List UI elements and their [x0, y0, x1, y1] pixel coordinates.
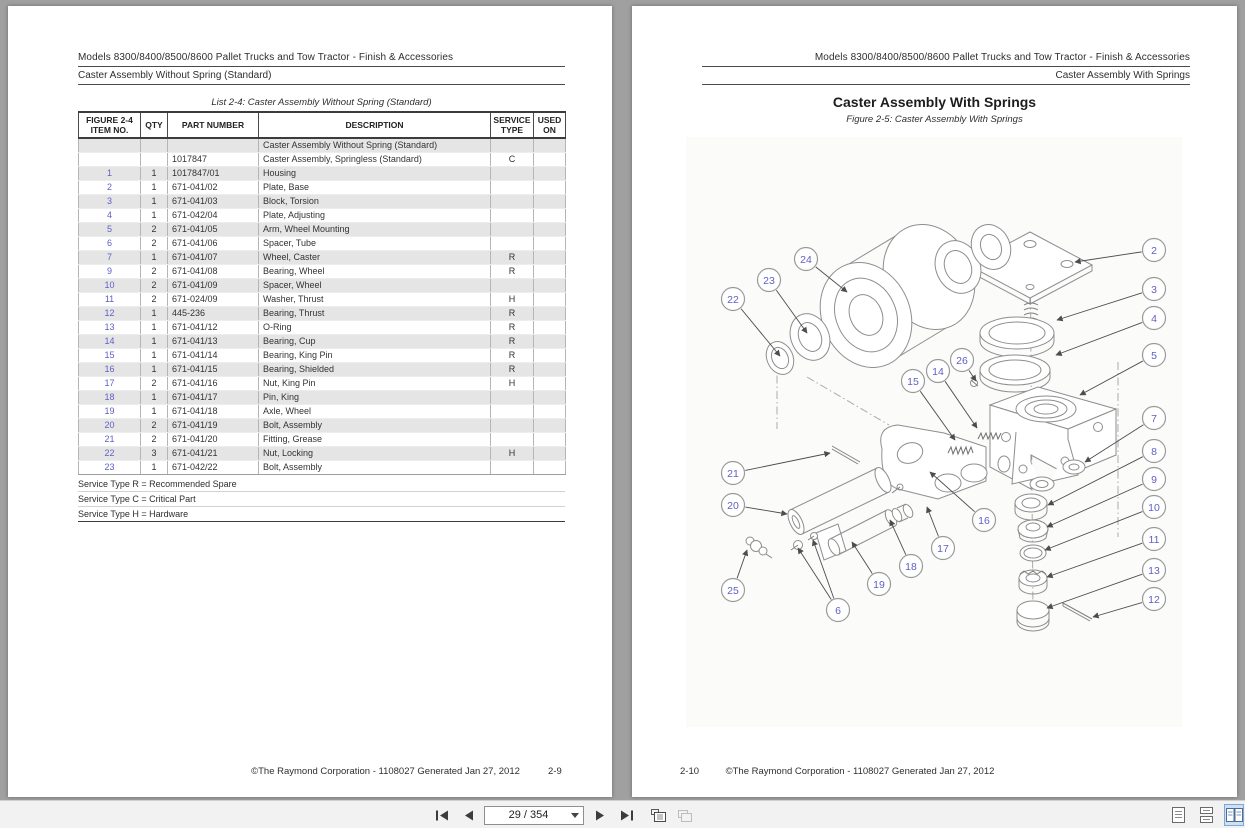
service-type-notes — [78, 477, 565, 522]
page-header — [78, 52, 565, 85]
table-cell: 10 — [79, 279, 141, 293]
table-cell: 17 — [79, 377, 141, 391]
callout-leader-line — [1047, 484, 1143, 527]
table-cell — [491, 167, 534, 181]
table-cell: 2 — [141, 237, 168, 251]
service-type-note: Service Type R = Recommended Spare — [78, 477, 565, 492]
table-cell: 1 — [79, 167, 141, 181]
table-cell — [491, 419, 534, 433]
callout-number: 17 — [937, 542, 949, 555]
previous-page-button[interactable] — [458, 805, 478, 825]
next-page-icon — [596, 810, 605, 821]
table-cell: 1 — [141, 335, 168, 349]
table-cell: 671-041/15 — [168, 363, 259, 377]
table-cell: 1 — [141, 181, 168, 195]
service-type-note: Service Type C = Critical Part — [78, 492, 565, 507]
callout-number: 18 — [905, 560, 917, 573]
table-cell: 2 — [141, 377, 168, 391]
table-cell: 14 — [79, 335, 141, 349]
table-cell — [534, 363, 566, 377]
callout-number: 15 — [907, 375, 919, 388]
table-cell: Block, Torsion — [259, 195, 491, 209]
callout-number: 14 — [932, 365, 944, 378]
callout-leader-line — [945, 381, 977, 428]
table-cell: Bearing, Thrust — [259, 307, 491, 321]
table-cell: 1 — [141, 321, 168, 335]
table-cell — [491, 223, 534, 237]
table-cell: 2 — [141, 433, 168, 447]
first-page-icon — [436, 810, 449, 821]
exploded-diagram — [686, 137, 1182, 727]
table-cell — [168, 138, 259, 153]
column-header: USED ON — [534, 112, 566, 138]
chevron-down-icon — [571, 813, 579, 818]
table-cell: 671-041/19 — [168, 419, 259, 433]
table-cell: 5 — [79, 223, 141, 237]
footer-copyright: ©The Raymond Corporation - 1108027 Generated Jan 27, 2012 — [251, 766, 520, 777]
column-header: DESCRIPTION — [259, 112, 491, 138]
table-cell: H — [491, 377, 534, 391]
callout-leader-line — [1093, 603, 1142, 617]
callout-number: 10 — [1148, 501, 1160, 514]
table-cell — [534, 223, 566, 237]
table-cell: R — [491, 265, 534, 279]
table-cell: Nut, King Pin — [259, 377, 491, 391]
table-cell — [534, 167, 566, 181]
table-row — [79, 293, 566, 307]
callout-leader-line — [1045, 512, 1142, 550]
table-cell: 3 — [79, 195, 141, 209]
exploded-view-figure — [686, 137, 1182, 727]
table-cell — [534, 279, 566, 293]
callout-number: 6 — [835, 604, 841, 617]
table-cell: Bearing, King Pin — [259, 349, 491, 363]
table-cell — [534, 138, 566, 153]
table-cell: 671-041/12 — [168, 321, 259, 335]
table-cell: Arm, Wheel Mounting — [259, 223, 491, 237]
table-cell — [534, 251, 566, 265]
table-cell — [534, 307, 566, 321]
table-cell: 2 — [141, 279, 168, 293]
table-cell: R — [491, 251, 534, 265]
column-header: SERVICE TYPE — [491, 112, 534, 138]
table-row — [79, 405, 566, 419]
table-cell: 671-041/16 — [168, 377, 259, 391]
table-cell: 18 — [79, 391, 141, 405]
table-cell: 1 — [141, 209, 168, 223]
table-cell: O-Ring — [259, 321, 491, 335]
callout-leader-line — [852, 542, 872, 573]
table-row — [79, 237, 566, 251]
table-cell — [534, 391, 566, 405]
table-cell — [491, 391, 534, 405]
table-cell: Wheel, Caster — [259, 251, 491, 265]
column-header: FIGURE 2-4 ITEM NO. — [79, 112, 141, 138]
table-cell — [491, 461, 534, 475]
callout-number: 24 — [800, 253, 812, 266]
table-cell — [491, 138, 534, 153]
table-cell: Housing — [259, 167, 491, 181]
table-cell: Bearing, Shielded — [259, 363, 491, 377]
duplicate-window-button[interactable] — [674, 805, 694, 825]
table-cell — [491, 433, 534, 447]
table-cell: 671-041/06 — [168, 237, 259, 251]
table-cell: 671-024/09 — [168, 293, 259, 307]
table-cell: 20 — [79, 419, 141, 433]
table-cell: 671-041/14 — [168, 349, 259, 363]
table-row — [79, 265, 566, 279]
figure-subtitle: Figure 2-5: Caster Assembly With Springs — [846, 114, 1023, 125]
table-cell: 1017847/01 — [168, 167, 259, 181]
table-cell — [491, 237, 534, 251]
callout-leader-line — [741, 309, 780, 356]
callout-number: 5 — [1151, 349, 1157, 362]
continuous-view-icon — [1200, 807, 1213, 823]
single-page-icon — [1172, 807, 1185, 823]
parts-table-body — [79, 138, 566, 475]
parts-table-header-row — [79, 112, 566, 138]
table-cell: 1017847 — [168, 153, 259, 167]
next-page-button[interactable] — [590, 805, 610, 825]
table-caption: List 2-4: Caster Assembly Without Spring (Standard) — [211, 97, 432, 108]
table-cell: R — [491, 307, 534, 321]
page-navigation — [432, 801, 694, 828]
header-section-line: Caster Assembly With Springs — [702, 67, 1190, 85]
header-section-line: Caster Assembly Without Spring (Standard) — [78, 67, 565, 85]
table-cell — [534, 321, 566, 335]
callout-leader-line — [737, 550, 747, 578]
table-row — [79, 138, 566, 153]
table-cell: Pin, King — [259, 391, 491, 405]
table-cell: 671-041/05 — [168, 223, 259, 237]
table-cell: 1 — [141, 167, 168, 181]
table-cell: R — [491, 321, 534, 335]
table-cell — [534, 181, 566, 195]
table-row — [79, 195, 566, 209]
header-model-line: Models 8300/8400/8500/8600 Pallet Trucks and Tow Tractor - Finish & Accessories — [78, 52, 565, 67]
table-cell: 1 — [141, 307, 168, 321]
new-window-icon — [650, 808, 667, 823]
callout-leader-line — [1056, 322, 1142, 355]
callout-number: 21 — [727, 467, 739, 480]
single-page-view-button[interactable] — [1168, 804, 1188, 826]
table-cell: 671-041/03 — [168, 195, 259, 209]
table-cell: Caster Assembly, Springless (Standard) — [259, 153, 491, 167]
facing-pages-icon — [1226, 807, 1243, 823]
table-cell: Washer, Thrust — [259, 293, 491, 307]
table-cell — [534, 209, 566, 223]
table-cell: 671-041/07 — [168, 251, 259, 265]
table-cell: 671-041/09 — [168, 279, 259, 293]
table-cell — [534, 265, 566, 279]
table-cell: 9 — [79, 265, 141, 279]
callout-number: 8 — [1151, 445, 1157, 458]
callout-number: 25 — [727, 584, 739, 597]
table-row — [79, 461, 566, 475]
table-cell: 2 — [141, 265, 168, 279]
table-row — [79, 307, 566, 321]
callout-number: 11 — [1148, 533, 1160, 546]
callout-leader-line — [1047, 543, 1142, 577]
table-cell: 1 — [141, 195, 168, 209]
table-cell: Axle, Wheel — [259, 405, 491, 419]
table-cell: 1 — [141, 251, 168, 265]
table-cell: Fitting, Grease — [259, 433, 491, 447]
table-cell — [534, 377, 566, 391]
callout-leader-line — [745, 507, 787, 514]
table-cell: Nut, Locking — [259, 447, 491, 461]
table-cell — [534, 335, 566, 349]
page-number: 2-10 — [680, 766, 700, 777]
table-row — [79, 349, 566, 363]
table-cell — [534, 447, 566, 461]
table-cell — [534, 195, 566, 209]
new-window-button[interactable] — [648, 805, 668, 825]
document-page-left — [8, 6, 612, 797]
callout-number: 20 — [727, 499, 739, 512]
table-cell: 15 — [79, 349, 141, 363]
table-cell: Spacer, Wheel — [259, 279, 491, 293]
table-cell: R — [491, 335, 534, 349]
table-row — [79, 209, 566, 223]
last-page-button[interactable] — [616, 805, 636, 825]
table-cell: 671-041/13 — [168, 335, 259, 349]
figure-title: Caster Assembly With Springs — [832, 94, 1037, 110]
table-row — [79, 419, 566, 433]
table-row — [79, 433, 566, 447]
page-number-combobox[interactable] — [484, 806, 584, 825]
table-row — [79, 363, 566, 377]
page-header — [702, 52, 1190, 85]
table-cell: C — [491, 153, 534, 167]
exploded-diagram-art — [746, 210, 1118, 631]
table-cell: 1 — [141, 461, 168, 475]
table-cell: 671-041/21 — [168, 447, 259, 461]
column-header: PART NUMBER — [168, 112, 259, 138]
table-row — [79, 223, 566, 237]
table-cell: 671-042/22 — [168, 461, 259, 475]
table-cell: 12 — [79, 307, 141, 321]
table-cell: 2 — [141, 293, 168, 307]
table-cell: 445-236 — [168, 307, 259, 321]
callout-number: 9 — [1151, 473, 1157, 486]
table-cell: Caster Assembly Without Spring (Standard) — [259, 138, 491, 153]
callout-number: 2 — [1151, 244, 1157, 257]
table-cell: 4 — [79, 209, 141, 223]
table-cell — [491, 209, 534, 223]
footer-copyright: ©The Raymond Corporation - 1108027 Generated Jan 27, 2012 — [725, 766, 995, 777]
callout-number: 7 — [1151, 412, 1157, 425]
callout-number: 19 — [873, 578, 885, 591]
parts-table — [78, 111, 566, 475]
callout-number: 22 — [727, 293, 739, 306]
table-cell: 671-041/08 — [168, 265, 259, 279]
table-cell: Bolt, Assembly — [259, 419, 491, 433]
table-cell: 671-041/17 — [168, 391, 259, 405]
table-cell: 19 — [79, 405, 141, 419]
table-row — [79, 335, 566, 349]
page-indicator: 29 / 354 — [508, 809, 549, 821]
callout-number: 26 — [956, 354, 968, 367]
callout-number: 4 — [1151, 312, 1157, 325]
continuous-view-button[interactable] — [1196, 804, 1216, 826]
first-page-button[interactable] — [432, 805, 452, 825]
table-row — [79, 279, 566, 293]
callout-number: 12 — [1148, 593, 1160, 606]
table-cell: 671-041/20 — [168, 433, 259, 447]
table-cell: 1 — [141, 349, 168, 363]
table-cell: 671-042/04 — [168, 209, 259, 223]
callout-number: 3 — [1151, 283, 1157, 296]
table-cell: 671-041/02 — [168, 181, 259, 195]
table-cell: Plate, Adjusting — [259, 209, 491, 223]
table-cell — [534, 349, 566, 363]
table-cell — [491, 195, 534, 209]
view-mode-group — [1168, 801, 1244, 828]
callout-leader-line — [1080, 361, 1143, 395]
document-page-right — [632, 6, 1237, 797]
column-header: QTY — [141, 112, 168, 138]
table-row — [79, 251, 566, 265]
table-cell: Bearing, Cup — [259, 335, 491, 349]
table-row — [79, 391, 566, 405]
table-cell: R — [491, 363, 534, 377]
table-cell: 1 — [141, 391, 168, 405]
table-row — [79, 321, 566, 335]
table-cell: 23 — [79, 461, 141, 475]
callout-leader-line — [1047, 574, 1142, 608]
table-cell: H — [491, 293, 534, 307]
table-cell — [141, 153, 168, 167]
table-cell: 1 — [141, 405, 168, 419]
table-cell — [534, 293, 566, 307]
callout-leader-line — [1075, 252, 1142, 262]
table-cell: 21 — [79, 433, 141, 447]
duplicate-window-icon — [676, 808, 693, 823]
table-cell: 1 — [141, 363, 168, 377]
table-cell — [534, 461, 566, 475]
table-row — [79, 167, 566, 181]
table-cell — [534, 433, 566, 447]
table-cell — [79, 138, 141, 153]
table-cell — [79, 153, 141, 167]
table-cell: 16 — [79, 363, 141, 377]
table-cell: 2 — [141, 223, 168, 237]
table-cell: Plate, Base — [259, 181, 491, 195]
table-cell: R — [491, 349, 534, 363]
last-page-icon — [620, 810, 633, 821]
callout-number: 13 — [1148, 564, 1160, 577]
table-row — [79, 153, 566, 167]
previous-page-icon — [464, 810, 473, 821]
table-cell: Spacer, Tube — [259, 237, 491, 251]
table-row — [79, 377, 566, 391]
table-cell: 11 — [79, 293, 141, 307]
facing-pages-view-button[interactable] — [1224, 804, 1244, 826]
table-cell — [141, 138, 168, 153]
table-cell — [534, 405, 566, 419]
table-cell — [534, 153, 566, 167]
table-row — [79, 447, 566, 461]
table-cell — [491, 405, 534, 419]
header-model-line: Models 8300/8400/8500/8600 Pallet Trucks and Tow Tractor - Finish & Accessories — [702, 52, 1190, 67]
table-cell: 2 — [141, 419, 168, 433]
table-cell: Bolt, Assembly — [259, 461, 491, 475]
table-cell: 2 — [79, 181, 141, 195]
callout-number: 23 — [763, 274, 775, 287]
callout-leader-line — [890, 520, 906, 555]
service-type-note: Service Type H = Hardware — [78, 507, 565, 522]
table-cell: Bearing, Wheel — [259, 265, 491, 279]
callout-number: 16 — [978, 514, 990, 527]
callout-leader-line — [927, 507, 938, 536]
page-number: 2-9 — [548, 766, 562, 777]
table-cell: 3 — [141, 447, 168, 461]
table-cell: 6 — [79, 237, 141, 251]
callout-leader-line — [1057, 293, 1142, 320]
callout-leader-line — [745, 453, 830, 470]
viewer-toolbar — [0, 800, 1245, 828]
table-cell: H — [491, 447, 534, 461]
table-row — [79, 181, 566, 195]
table-cell: 671-041/18 — [168, 405, 259, 419]
table-cell — [534, 419, 566, 433]
table-cell: 7 — [79, 251, 141, 265]
table-cell — [491, 181, 534, 195]
table-cell — [534, 237, 566, 251]
table-cell — [491, 279, 534, 293]
table-cell: 22 — [79, 447, 141, 461]
table-cell: 13 — [79, 321, 141, 335]
